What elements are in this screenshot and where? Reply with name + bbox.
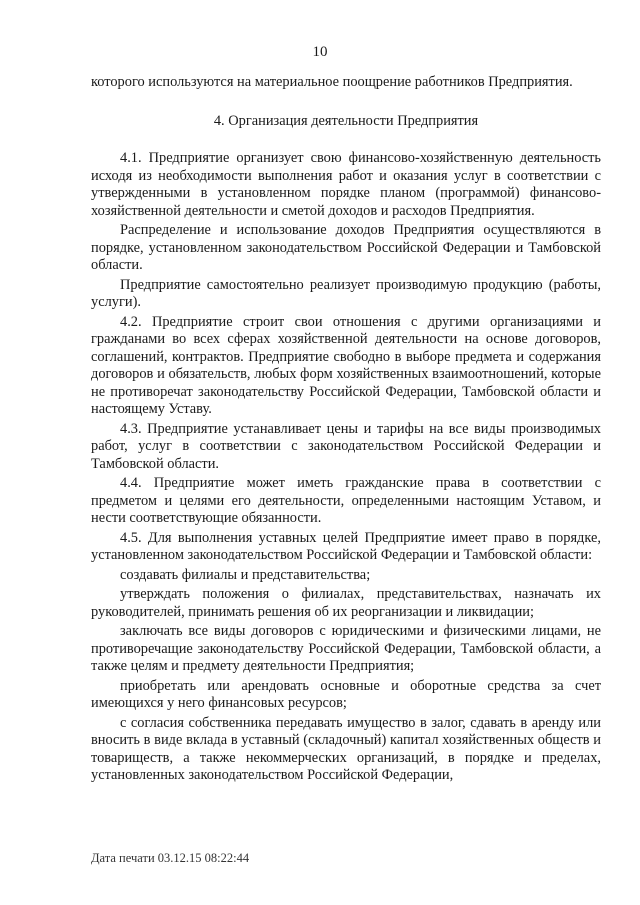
paragraph-4-1: 4.1. Предприятие организует свою финансово-хозяйственную деятельность исходя из необходимости выполнения работ и оказания услуг в соответствии с утвержденными в установленном порядке планом (программой) финансово-хозяйственной деятельности и сметой доходов и расходов Предприятия. [91,150,601,219]
paragraph-4-4: 4.4. Предприятие может иметь гражданские права в соответствии с предметом и целями его деятельности, определенными настоящим Уставом, и нести соответствующие обязанности. [91,475,601,526]
paragraph-4-3: 4.3. Предприятие устанавливает цены и тарифы на все виды производимых работ, услуг в соответствии с законодательством Российской Федерации и Тамбовской области. [91,420,601,472]
print-date-footer: Дата печати 03.12.15 08:22:44 [91,851,250,865]
paragraph-4-2: 4.2. Предприятие строит свои отношения с другими организациями и гражданами во всех сферах хозяйственной деятельности на основе договоров, соглашений, контрактов. Предприятие свободно в выборе предмета и содержания договоров и обязательств, любых форм хозяйственных взаимоотношений, которые не противоречат законодательству Российской Федерации, Тамбовской области и настоящему Уставу. [91,313,601,417]
section-title: 4. Организация деятельности Предприятия [213,112,479,129]
list-item: заключать все виды договоров с юридическими и физическими лицами, не противоречащие законодательству Российской Федерации, Тамбовской области, а также целям и предмету деятельности Предприятия; [91,623,601,674]
list-item: утверждать положения о филиалах, представительствах, назначать их руководителей, принимать решения об их реорганизации и ликвидации; [91,586,601,620]
page-number: 10 [312,44,328,60]
document-body [91,74,601,785]
paragraph-4-5: 4.5. Для выполнения уставных целей Предприятие имеет право в порядке, установленном законодательством Российской Федерации и Тамбовской области: [91,529,601,563]
paragraph-sales: Предприятие самостоятельно реализует производимую продукцию (работы, услуги). [91,276,601,310]
paragraph-income: Распределение и использование доходов Предприятия осуществляются в порядке, установленном законодательством Российской Федерации и Тамбовской области. [91,222,601,273]
carryover-paragraph: которого используются на материальное поощрение работников Предприятия. [91,74,573,90]
list-item: приобретать или арендовать основные и оборотные средства за счет имеющихся у него финансовых ресурсов; [91,677,601,711]
list-item: с согласия собственника передавать имущество в залог, сдавать в аренду или вносить в виде вклада в уставный (складочный) капитал хозяйственных обществ и товариществ, а также некоммерческих организаций, в порядке и пределах, установленных законодательством Российской Федерации, [91,714,601,783]
list-item: создавать филиалы и представительства; [120,566,371,583]
